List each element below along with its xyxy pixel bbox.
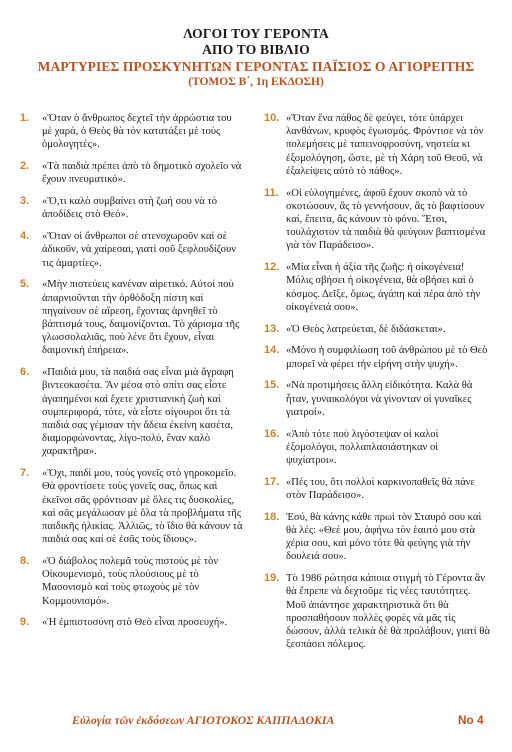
quote-number: 5. [20, 278, 30, 291]
header-title: ΛΟΓΟΙ ΤΟΥ ΓΕΡΟΝΤΑ [183, 26, 329, 41]
quote-text: «Παιδιά μου, τὰ παιδιά σας εἶναι μιὰ ἄγραφη βιντεοκασέτα. Ἂν μέσα στὸ σπίτι σας εἶστε ἀγαπημένοι καὶ ἔχετε χριστιανική ζωὴ καὶ συμπεριφορά, τότε, νὰ εἶστε σίγουροι ὅτι τὰ παιδιά σας γέμισαν τὴν ἄδεια ἐκείνη κασέτα, διαμορφώνοντας, λίγο-πολύ, ἕναν καλὸ χαρακτῆρα». [42, 367, 234, 458]
quote-item [264, 476, 490, 502]
quote-item [20, 467, 244, 546]
quote-item [264, 261, 490, 314]
quote-text: «Μόνο ἡ συμφιλίωση τοῦ ἀνθρώπου μὲ τὸ Θεὸ μπορεῖ νὰ φέρει τὴν εἰρήνη στὴν ψυχή». [286, 345, 488, 370]
quote-item [20, 195, 244, 221]
quote-number: 15. [264, 379, 280, 392]
quote-number: 1. [20, 112, 30, 124]
quote-text: Τὸ 1986 ρώτησα κάποια στιγμὴ τὸ Γέροντα ἂν θὰ ἔπρεπε νὰ δεχτοῦμε τὶς νέες ταυτότητες. Μοῦ ἀπάντησε χαρακτηριστικὰ ὅτι θὰ προσπαθήσουν πολλὲς φορὲς νὰ μᾶς τὶς δώσουν, ἀλλὰ τελικὰ δὲ θὰ προλάβουν, γιατί θὰ ξεσπάσει πόλεμος. [286, 573, 490, 651]
quote-item [264, 187, 490, 253]
quote-item [20, 278, 244, 357]
quote-number: 9. [20, 616, 30, 629]
quote-text: «Ἀπὸ τότε ποὺ λιγόστεψαν οἱ καλοὶ ἐξομολόγοι, πολλαπλασιάστηκαν οἱ ψυχίατροι». [286, 428, 439, 467]
quote-number: 14. [264, 344, 280, 357]
volume-edition: (ΤΟΜΟΣ Β΄, 1η ΕΚΔΟΣΗ) [188, 76, 324, 88]
left-column [20, 112, 244, 638]
quote-text: «Πές του, ὅτι πολλοὶ καρκινοπαθεῖς θὰ πάνε στὸν Παράδεισο». [286, 476, 475, 502]
quote-number: 7. [20, 467, 30, 480]
quote-text: «Ὁ Θεὸς λατρεύεται, δὲ διδάσκεται». [286, 323, 446, 335]
quote-item [264, 379, 490, 419]
quote-text: «Ὅταν οἱ ἄνθρωποι σὲ στενοχωροῦν καί σὲ ἀδικοῦν, νὰ χαίρεσαι, γιατί σοῦ ξεφλουδίζουν τις ἁμαρτίες». [42, 231, 236, 269]
book-title: ΜΑΡΤΥΡΙΕΣ ΠΡΟΣΚΥΝΗΤΩΝ ΓΕΡΟΝΤΑΣ ΠΑΪΣΙΟΣ Ο ΑΓΙΟΡΕΙΤΗΣ [37, 59, 475, 74]
quote-item [264, 112, 490, 178]
quote-item [264, 572, 490, 651]
quote-item [264, 344, 490, 370]
quote-item [20, 160, 244, 186]
quote-item [264, 511, 490, 564]
quote-number: 16. [264, 427, 280, 440]
quote-number: 13. [264, 322, 280, 335]
quote-text: «Ὅταν ὁ ἄνθρωπος δεχτεῖ τὴν ἀρρώστια του μὲ χαρά, ὁ Θεὸς θὰ τὸν κατατάξει μὲ τοὺς ὁμολογητές». [42, 113, 232, 151]
quote-text: «Οἱ εὐλογημένες, ἀφοῦ ἔχουν σκοπὸ νὰ τὸ σκοτώσουν, ἂς τὸ γεννήσουν, ἂς τὸ βαφτίσουν καί, ἔπειτα, ἂς κάνουν τὸ φόνο. Ἔτσι, τουλάχιστον τὰ παιδιὰ θὰ φεύγουν βαπτισμένα γιὰ τὸν Παράδεισο». [286, 187, 486, 252]
quote-text: «Ὄχι, παιδί μου, τοὺς γονεῖς στὸ γηροκομεῖο. Θὰ φροντίσετε τοὺς γονεῖς σας, ὅπως καὶ ἐκεῖνοι σᾶς φρόντισαν μὲ ὅλες τις δυσκολίες, καὶ σᾶς μεγάλωσαν μὲ ὅλα τὰ προβλήματα τῆς παιδικῆς ἡλικίας. Ἀλλιῶς, τὸ ἴδιο θὰ κάνουν τὰ παιδιά σας καί σὲ ἐσᾶς τοὺς ἴδιους». [42, 468, 243, 546]
quote-number: 6. [20, 366, 30, 379]
quote-item [20, 112, 244, 152]
quote-number: 2. [20, 160, 30, 173]
quote-item [20, 616, 244, 629]
quote-text: «Ἡ ἐμπιστοσύνη στὸ Θεὸ εἶναι προσευχή». [42, 617, 228, 629]
quote-number: 12. [264, 261, 280, 274]
quote-text: «Μὴν πιστεύεις κανέναν αἱρετικό. Αὐτοί ποὺ ἀπαρνιοῦνται τὴν ὀρθόδοξη πίστη καί πηγαίνουν σὲ αἵρεση, ἔχοντας ἀρνηθεῖ τὸ βάπτισμά τους, δαιμονίζονται. Τὸ χάρισμα τῆς γλωσσολαλιᾶς, ποὺ λένε ὅτι ἔχουν, εἶναι δαιμονικὴ ἐπήρεια». [42, 279, 240, 357]
quote-number: 4. [20, 230, 30, 243]
quote-item [20, 555, 244, 608]
footer-publisher: Εὐλογία τῶν ἐκδόσεων ΑΓΙΟΤΟΚΟΣ ΚΑΠΠΑΔΟΚΙΑ [72, 713, 335, 727]
quote-item [264, 323, 490, 336]
quote-item [264, 428, 490, 468]
page-number: Νο 4 [458, 713, 484, 727]
quote-item [20, 366, 244, 458]
quote-number: 17. [264, 475, 280, 488]
quote-item [20, 230, 244, 270]
page-header [0, 26, 512, 90]
quote-text: Ἐσύ, θὰ κάνης κάθε πρωὶ τὸν Σταυρό σου καὶ θὰ λές: «Θεέ μου, ἀφήνω τὸν ἑαυτό μου στὰ χέρια σου, καὶ μόνο τότε θὰ φεύγης γιὰ τὴν δουλειά σου». [286, 511, 482, 563]
page-footer [0, 713, 512, 731]
quote-number: 3. [20, 195, 30, 208]
quote-text: «Τὰ παιδιὰ πρέπει ἀπὸ τὸ δημοτικὸ σχολεῖο νὰ ἔχουν πνευματικό». [42, 161, 242, 186]
quote-text: «Νὰ προτιμήσεις ἄλλη εἰδικότητα. Καλὰ θὰ ἦταν, γυναικολόγοι νὰ γίνονταν οἱ γυναῖκες γιατροί». [286, 380, 473, 418]
quote-text: «Ὅ,τι καλὸ συμβαίνει στὴ ζωή σου νὰ τὸ ἀποδίδεις στὸ Θεό». [42, 196, 218, 221]
quote-text: «Ὅταν ἕνα πάθος δὲ φεύγει, τότε ὑπάρχει λανθάνων, κρυφὸς ἐγωισμός. Φρόντισε νὰ τὸν πολεμήσεις μὲ ταπεινοφροσύνη, νηστεία κι ἐξομολόγηση, ὥστε, μὲ τὴ Χάρη τοῦ Θεοῦ, νὰ ἐξαλείψεις αὐτὸ τὸ πάθος». [286, 113, 484, 177]
quote-number: 19. [264, 572, 280, 585]
header-subtitle: ΑΠΟ ΤΟ ΒΙΒΛΙΟ [202, 42, 310, 57]
quote-text: «Ὁ διάβολος πολεμᾶ τοὺς πιστοὺς μὲ τὸν Οἰκουμενισμό, τοὺς πλούσιους μὲ τὸ Μασονισμὸ καὶ τοὺς φτωχοὺς μὲ τὸν Κομμουνισμό». [42, 556, 219, 607]
quote-number: 10. [264, 112, 280, 124]
right-column [264, 112, 490, 660]
quote-number: 8. [20, 555, 30, 568]
quote-text: «Μία εἶναι ἡ ἀξία τῆς ζωῆς: ἡ οἰκογένεια! Μόλις σβήσει ἡ οἰκογένεια, θὰ σβήσει καὶ ὁ κόσμος. Δεῖξε, ὅμως, ἀγάπη καὶ πέρα ἀπὸ τὴν οἰκογένειά σου». [286, 262, 481, 313]
quote-number: 18. [264, 510, 280, 523]
quote-number: 11. [264, 186, 279, 199]
